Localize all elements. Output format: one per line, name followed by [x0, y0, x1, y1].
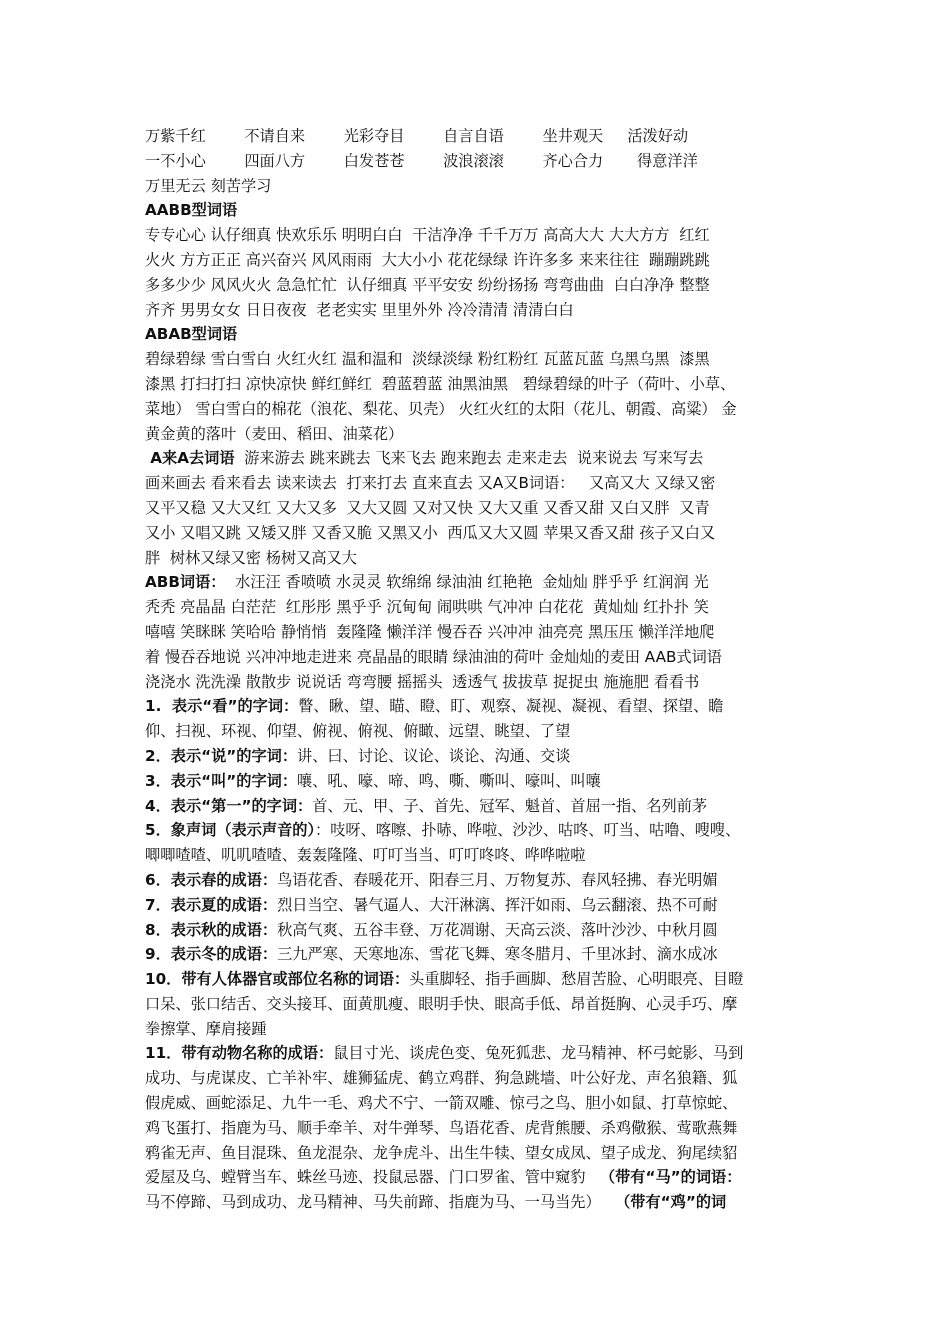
body-text: 讲、曰、讨论、议论、谈论、沟通、交谈 — [297, 746, 571, 765]
text-line — [145, 744, 825, 769]
body-text: 假虎威、画蛇添足、九牛一毛、鸡犬不宁、一箭双雕、惊弓之鸟、胆小如鼠、打草惊蛇、 — [145, 1094, 738, 1113]
heading-label: 7．表示夏的成语： — [145, 895, 278, 914]
body-text: 口呆、张口结舌、交头接耳、面黄肌瘦、眼明手快、眼高手低、昂首挺胸、心灵手巧、摩 — [145, 994, 738, 1013]
body-text: 嘻嘻 笑眯眯 笑哈哈 静悄悄 轰隆隆 懒洋洋 慢吞吞 兴冲冲 油亮亮 黑压压 懒洋洋地爬 — [145, 622, 715, 641]
heading-label: 11．带有动物名称的成语： — [145, 1044, 334, 1063]
heading-label: 5．象声词（表示声音的） — [145, 821, 316, 840]
body-text: 头重脚轻、指手画脚、愁眉苦脸、心明眼亮、目瞪 — [409, 970, 744, 989]
heading-label: 4．表示“第一”的字词： — [145, 796, 313, 815]
text-line — [145, 149, 825, 174]
body-text: 一不小心 四面八方 白发苍苍 波浪滚滚 齐心合力 得意洋洋 — [145, 151, 698, 170]
heading-label: 10．带有人体器官或部位名称的词语： — [145, 970, 410, 989]
body-text: 齐齐 男男女女 日日夜夜 老老实实 里里外外 冷冷清清 清清白白 — [145, 300, 574, 319]
text-line — [145, 893, 825, 918]
body-text: 水汪汪 香喷喷 水灵灵 软绵绵 绿油油 红艳艳 金灿灿 胖乎乎 红润润 光 — [225, 573, 709, 592]
text-line — [145, 198, 825, 223]
heading-label: 3．表示“叫”的字词： — [145, 771, 298, 790]
heading-label: （带有“马”的词语： — [599, 1168, 742, 1187]
text-line — [145, 1066, 825, 1091]
text-line — [145, 248, 825, 273]
body-text: 拳擦掌、摩肩接踵 — [145, 1019, 267, 1038]
body-text: 秋高气爽、五谷丰登、万花凋谢、天高云淡、落叶沙沙、中秋月圆 — [277, 920, 718, 939]
heading-label: 6．表示春的成语： — [145, 870, 278, 889]
heading-label: ABB词语： — [145, 573, 226, 592]
body-text: 又平又稳 又大又红 又大又多 又大又圆 又对又快 又大又重 又香又甜 又白又胖 又青 — [145, 498, 710, 517]
text-line — [145, 868, 825, 893]
text-line — [145, 570, 825, 595]
heading-label: 1. 表示“看”的字词： — [145, 697, 299, 716]
body-text: 鸦雀无声、鱼目混珠、鱼龙混杂、龙争虎斗、出生牛犊、望女成凤、望子成龙、狗尾续貂 — [145, 1143, 738, 1162]
text-line — [145, 322, 825, 347]
body-text: 胖 树林又绿又密 杨树又高又大 — [145, 548, 357, 567]
body-text: 万里无云 刻苦学习 — [145, 176, 272, 195]
body-text: 鼠目寸光、谈虎色变、兔死狐悲、龙马精神、杯弓蛇影、马到 — [333, 1044, 744, 1063]
text-line — [145, 645, 825, 670]
document-body — [145, 124, 825, 1215]
text-line — [145, 992, 825, 1017]
text-line — [145, 918, 825, 943]
text-line — [145, 942, 825, 967]
body-text: 三九严寒、天寒地冻、雪花飞舞、寒冬腊月、千里冰封、滴水成冰 — [277, 945, 718, 964]
text-line — [145, 818, 825, 843]
text-line — [145, 967, 825, 992]
body-text: 鸡飞蛋打、指鹿为马、顺手牵羊、对牛弹琴、鸟语花香、虎背熊腰、杀鸡儆猴、莺歌燕舞 — [145, 1118, 738, 1137]
heading-label: 2．表示“说”的字词： — [145, 746, 298, 765]
body-text: 鸟语花香、春暖花开、阳春三月、万物复苏、春风轻拂、春光明媚 — [277, 870, 718, 889]
text-line — [145, 1165, 825, 1190]
text-line — [145, 298, 825, 323]
text-line — [145, 1141, 825, 1166]
text-line — [145, 496, 825, 521]
body-text: 菜地） 雪白雪白的棉花（浪花、梨花、贝壳） 火红火红的太阳（花儿、朝霞、高粱） 金 — [145, 399, 737, 418]
text-line — [145, 546, 825, 571]
heading-label: （带有“鸡”的词 — [615, 1193, 727, 1212]
body-text: 万紫千红 不请自来 光彩夺目 自言自语 坐井观天 活泼好动 — [145, 127, 689, 145]
body-text: 多多少少 风风火火 急急忙忙 认仔细真 平平安安 纷纷扬扬 弯弯曲曲 白白净净 整整 — [145, 275, 710, 294]
text-line — [145, 124, 825, 149]
text-line — [145, 843, 825, 868]
text-line — [145, 471, 825, 496]
text-line — [145, 1017, 825, 1042]
heading-label: ABAB型词语 — [145, 325, 238, 344]
body-text: 黄金黄的落叶（麦田、稻田、油菜花） — [145, 424, 404, 443]
body-text: 成功、与虎谋皮、亡羊补牢、雄狮猛虎、鹤立鸡群、狗急跳墙、叶公好龙、声名狼籍、狐 — [145, 1069, 738, 1088]
body-text: 烈日当空、暑气逼人、大汗淋漓、挥汗如雨、乌云翻滚、热不可耐 — [277, 895, 718, 914]
body-text: 专专心心 认仔细真 快欢乐乐 明明白白 干洁净净 千千万万 高高大大 大大方方 红红 — [145, 226, 710, 245]
text-line — [145, 694, 825, 719]
body-text: 嚷、吼、嚎、啼、鸣、嘶、嘶叫、嚎叫、叫嚷 — [297, 771, 601, 790]
body-text: 漆黑 打扫打扫 凉快凉快 鲜红鲜红 碧蓝碧蓝 油黑油黑 碧绿碧绿的叶子（荷叶、小草、 — [145, 374, 736, 393]
body-text: 马不停蹄、马到成功、龙马精神、马失前蹄、指鹿为马、一马当先） — [145, 1193, 616, 1212]
text-line — [145, 174, 825, 199]
text-line — [145, 397, 825, 422]
text-line — [145, 595, 825, 620]
body-text: 仰、扫视、环视、仰望、俯视、俯视、俯瞰、远望、眺望、了望 — [145, 722, 571, 741]
body-text: 碧绿碧绿 雪白雪白 火红火红 温和温和 淡绿淡绿 粉红粉红 瓦蓝瓦蓝 乌黑乌黑 漆黑 — [145, 350, 710, 369]
body-text: 唧唧喳喳、叽叽喳喳、轰轰隆隆、叮叮当当、叮叮咚咚、哗哗啦啦 — [145, 846, 586, 865]
heading-label: A来A去词语 — [145, 449, 235, 468]
text-line — [145, 794, 825, 819]
text-line — [145, 620, 825, 645]
heading-label: AABB型词语 — [145, 201, 238, 220]
text-line — [145, 670, 825, 695]
text-line — [145, 1091, 825, 1116]
body-text: 爱屋及乌、螳臂当车、蛛丝马迹、投鼠忌器、门口罗雀、管中窥豹 — [145, 1168, 600, 1187]
body-text: 秃秃 亮晶晶 白茫茫 红彤彤 黑乎乎 沉甸甸 闹哄哄 气冲冲 白花花 黄灿灿 红扑扑 笑 — [145, 598, 709, 617]
text-line — [145, 372, 825, 397]
body-text: 火火 方方正正 高兴奋兴 风风雨雨 大大小小 花花绿绿 许许多多 来来往往 蹦蹦跳跳 — [145, 250, 710, 269]
text-line — [145, 422, 825, 447]
body-text: 首、元、甲、子、首先、冠军、魁首、首屈一指、名列前茅 — [312, 796, 708, 815]
body-text: 浇浇水 洗洗澡 散散步 说说话 弯弯腰 摇摇头 透透气 拔拔草 捉捉虫 施施肥 看看书 — [145, 672, 700, 691]
body-text: 着 慢吞吞地说 兴冲冲地走进来 亮晶晶的眼睛 绿油油的荷叶 金灿灿的麦田 AAB式词语 — [145, 647, 722, 666]
body-text: 游来游去 跳来跳去 飞来飞去 跑来跑去 走来走去 说来说去 写来写去 — [234, 449, 704, 468]
heading-label: 9．表示冬的成语： — [145, 945, 278, 964]
text-line — [145, 1041, 825, 1066]
heading-label: 8．表示秋的成语： — [145, 920, 278, 939]
body-text: 又小 又唱又跳 又矮又胖 又香又脆 又黑又小 西瓜又大又圆 苹果又香又甜 孩子又白又 — [145, 523, 716, 542]
text-line — [145, 769, 825, 794]
text-line — [145, 273, 825, 298]
text-line — [145, 1190, 825, 1215]
text-line — [145, 719, 825, 744]
body-text: ：吱呀、喀嚓、扑哧、哗啦、沙沙、咕咚、叮当、咕噜、嗖嗖、 — [315, 821, 741, 840]
text-line — [145, 446, 825, 471]
body-text: 画来画去 看来看去 读来读去 打来打去 直来直去 又A又B词语： 又高又大 又绿又密 — [145, 474, 716, 493]
text-line — [145, 223, 825, 248]
text-line — [145, 347, 825, 372]
text-line — [145, 1116, 825, 1141]
body-text: 瞥、瞅、望、瞄、瞪、盯、观察、凝视、凝视、看望、探望、瞻 — [298, 697, 724, 716]
text-line — [145, 521, 825, 546]
